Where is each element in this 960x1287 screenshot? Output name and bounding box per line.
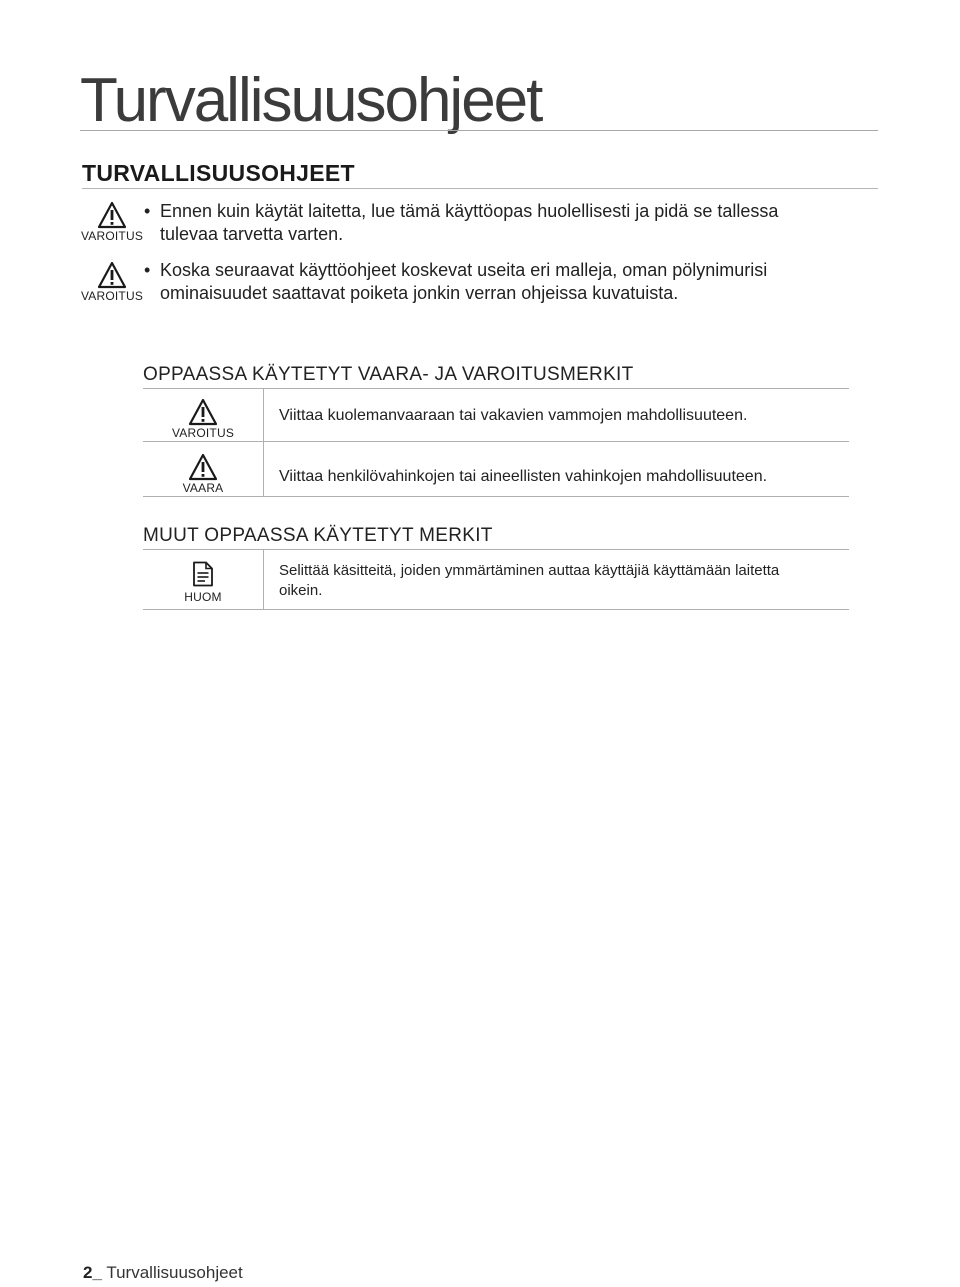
hazard-row-1-text: Viittaa kuolemanvaaraan tai vakavien vammojen mahdollisuuteen. xyxy=(279,407,748,424)
hazard-row-2-text: Viittaa henkilövahinkojen tai aineellisten vahinkojen mahdollisuuteen. xyxy=(279,468,768,485)
warning-text-line1: Ennen kuin käytät laitetta, lue tämä käyttöopas huolellisesti ja pidä se tallessa xyxy=(160,201,779,221)
hazard-row-1-badge xyxy=(171,398,235,440)
hazard-table-heading: OPPAASSA KÄYTETYT VAARA- JA VAROITUSMERKIT xyxy=(143,364,634,385)
hazard-badge-label: VAROITUS xyxy=(171,426,235,440)
other-table-heading: MUUT OPPAASSA KÄYTETYT MERKIT xyxy=(143,525,493,546)
bullet-dot: • xyxy=(144,260,151,280)
warning-triangle-icon xyxy=(188,398,218,426)
hazard-table-mid-rule xyxy=(143,441,849,442)
note-row-badge xyxy=(171,561,235,604)
hazard-row-2-badge xyxy=(171,453,235,495)
warning-bullet-1 xyxy=(144,200,880,246)
warning-triangle-icon xyxy=(97,201,127,229)
note-row-text xyxy=(279,561,849,601)
bullet-dot: • xyxy=(144,201,151,221)
other-table-top-rule xyxy=(143,549,849,550)
hazard-badge-label: VAARA xyxy=(182,481,224,495)
footer-label: Turvallisuusohjeet xyxy=(106,1263,243,1282)
warning-bullet-2 xyxy=(144,259,880,305)
warning-badge-label: VAROITUS xyxy=(80,229,144,243)
hazard-table-bottom-rule xyxy=(143,496,849,497)
warning-badge-label: VAROITUS xyxy=(80,289,144,303)
hazard-table-column-rule xyxy=(263,388,264,496)
note-text-line2: oikein. xyxy=(279,582,323,599)
note-text-line1: Selittää käsitteitä, joiden ymmärtäminen auttaa käyttäjiä käyttämään laitetta xyxy=(279,562,780,579)
page-footer xyxy=(83,1263,243,1283)
warning-triangle-icon xyxy=(97,261,127,289)
section-heading: TURVALLISUUSOHJEET xyxy=(82,160,355,186)
section-divider xyxy=(82,188,878,189)
warning-badge-1 xyxy=(80,201,144,243)
page-title: Turvallisuusohjeet xyxy=(80,66,542,135)
other-table-bottom-rule xyxy=(143,609,849,610)
warning-text-line2: ominaisuudet saattavat poiketa jonkin verran ohjeissa kuvatuista. xyxy=(160,283,679,303)
other-table-column-rule xyxy=(263,549,264,609)
warning-triangle-icon xyxy=(188,453,218,481)
warning-text-line2: tulevaa tarvetta varten. xyxy=(160,224,344,244)
note-badge-label: HUOM xyxy=(184,590,222,604)
warning-text-line1: Koska seuraavat käyttöohjeet koskevat useita eri malleja, oman pölynimurisi xyxy=(160,260,768,280)
note-document-icon xyxy=(192,561,214,587)
warning-badge-2 xyxy=(80,261,144,303)
title-divider xyxy=(80,130,878,131)
hazard-table-top-rule xyxy=(143,388,849,389)
page-number: 2_ xyxy=(83,1263,102,1282)
